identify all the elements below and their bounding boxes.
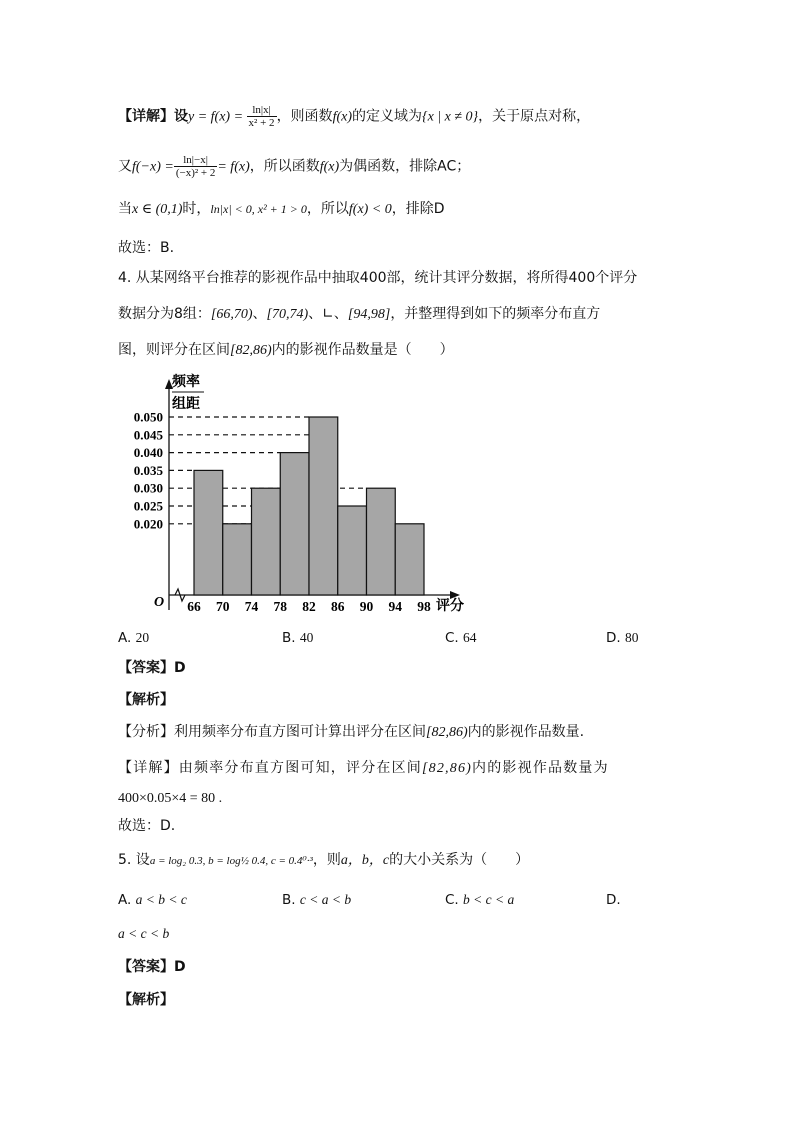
- q4-stem-line1: 4. 从某网络平台推荐的影视作品中抽取400部，统计其评分数据，将所得400个评分: [118, 270, 638, 286]
- q5-answer: 【答案】D: [118, 959, 186, 975]
- q4-detail-calc: 400×0.05×4 = 80 .: [118, 791, 223, 806]
- q4-analysis-line: 【分析】利用频率分布直方图可计算出评分在区间[82,86)内的影视作品数量.: [118, 724, 585, 740]
- q4-option-c[interactable]: C. 64: [445, 630, 477, 646]
- x-tick-label: 90: [359, 599, 374, 614]
- histogram-bar-78-82: [280, 453, 309, 595]
- y-tick-label: 0.050: [133, 409, 163, 425]
- q3-conclusion: 故选：B.: [118, 240, 175, 256]
- x-tick-label: 86: [331, 599, 345, 614]
- histogram-bar-74-78: [252, 488, 281, 595]
- q5-option-d[interactable]: D.: [606, 892, 621, 908]
- x-tick-label: 98: [417, 599, 431, 614]
- q4-stem-line2: 数据分为8组：[66,70)、[70,74)、∟、[94,98]，并整理得到如下的频率分布直方: [118, 306, 601, 322]
- histogram-bar-94-98: [395, 524, 424, 595]
- q5-stem: 5. 设a = log₂ 0.3, b = log½ 0.4, c = 0.4⁰·³，则a，b，c的大小关系为（ ）: [118, 852, 530, 868]
- q3-detail-line3: 当x ∈ (0,1)时，ln|x| < 0, x² + 1 > 0，所以f(x) < 0，排除D: [118, 201, 445, 217]
- x-tick-label: 70: [216, 599, 230, 614]
- y-axis-label-top: 频率: [172, 375, 200, 390]
- q4-option-a[interactable]: A. 20: [118, 630, 150, 646]
- q4-stem-line3: 图，则评分在区间[82,86)内的影视作品数量是（ ）: [118, 342, 454, 358]
- q5-formula: a = log₂ 0.3, b = log½ 0.4, c = 0.4⁰·³: [149, 855, 313, 867]
- histogram-bar-70-74: [223, 524, 252, 595]
- y-tick-label: 0.035: [133, 462, 163, 478]
- frequency-histogram: [0, 365, 794, 625]
- x-axis-arrow: [450, 591, 460, 599]
- q4-option-b[interactable]: B. 40: [282, 630, 314, 646]
- y-tick-label: 0.025: [133, 498, 163, 514]
- q5-option-a[interactable]: A. a < b < c: [118, 892, 187, 908]
- q4-conclusion: 故选：D.: [118, 818, 176, 834]
- q5-option-b[interactable]: B. c < a < b: [282, 892, 352, 908]
- q3-detail-line2: 又f(−x) = $\frac{\ln|-x|}{\text{(−x)² + 2}}$ = f(x)，所以函数f(x)为偶函数，排除AC；: [118, 154, 471, 179]
- histogram-bar-66-70: [194, 470, 223, 595]
- formula-y-f: y = f(x) =: [188, 109, 247, 125]
- detail-label: 【详解】设: [118, 108, 188, 125]
- y-axis-label-bottom: 组距: [172, 397, 200, 412]
- histogram-bar-86-90: [338, 506, 367, 595]
- y-tick-label: 0.040: [133, 445, 163, 461]
- q4-analysis-heading: 【解析】: [118, 692, 174, 708]
- q3-detail-line1: 【详解】设y = f(x) = $\frac{\ln|x|}{\text{x² + 2}}$ ，则函数f(x)的定义域为{x | x ≠ 0}，关于原点对称，: [118, 104, 591, 129]
- origin-label: O: [154, 595, 165, 610]
- y-tick-label: 0.030: [133, 480, 163, 496]
- histogram-bar-82-86: [309, 417, 338, 595]
- x-tick-label: 66: [187, 599, 201, 614]
- q5-option-c[interactable]: C. b < c < a: [445, 892, 515, 908]
- x-tick-label: 82: [302, 599, 316, 614]
- x-tick-label: 94: [388, 599, 402, 614]
- x-tick-label: 78: [273, 599, 287, 614]
- fraction-ln-negx: $\frac{\ln|-x|}{\text{(−x)² + 2}}$: [175, 154, 216, 179]
- x-tick-label: 74: [244, 599, 259, 614]
- histogram-bar-90-94: [367, 488, 396, 595]
- q4-answer: 【答案】D: [118, 660, 186, 676]
- domain-set: {x | x ≠ 0}: [422, 109, 479, 125]
- q5-analysis-heading: 【解析】: [118, 992, 174, 1008]
- q5-option-d-value: a < c < b: [118, 926, 170, 941]
- q4-option-d[interactable]: D. 80: [606, 630, 639, 646]
- y-tick-label: 0.045: [133, 427, 163, 443]
- q4-detail-line: 【详解】由频率分布直方图可知，评分在区间[82,86)内的影视作品数量为: [118, 760, 609, 776]
- fraction-lnx-over-x2plus2: $\frac{\ln|x|}{\text{x² + 2}}$: [248, 104, 275, 129]
- x-axis-label: 评分: [436, 599, 464, 614]
- y-tick-label: 0.020: [133, 516, 163, 532]
